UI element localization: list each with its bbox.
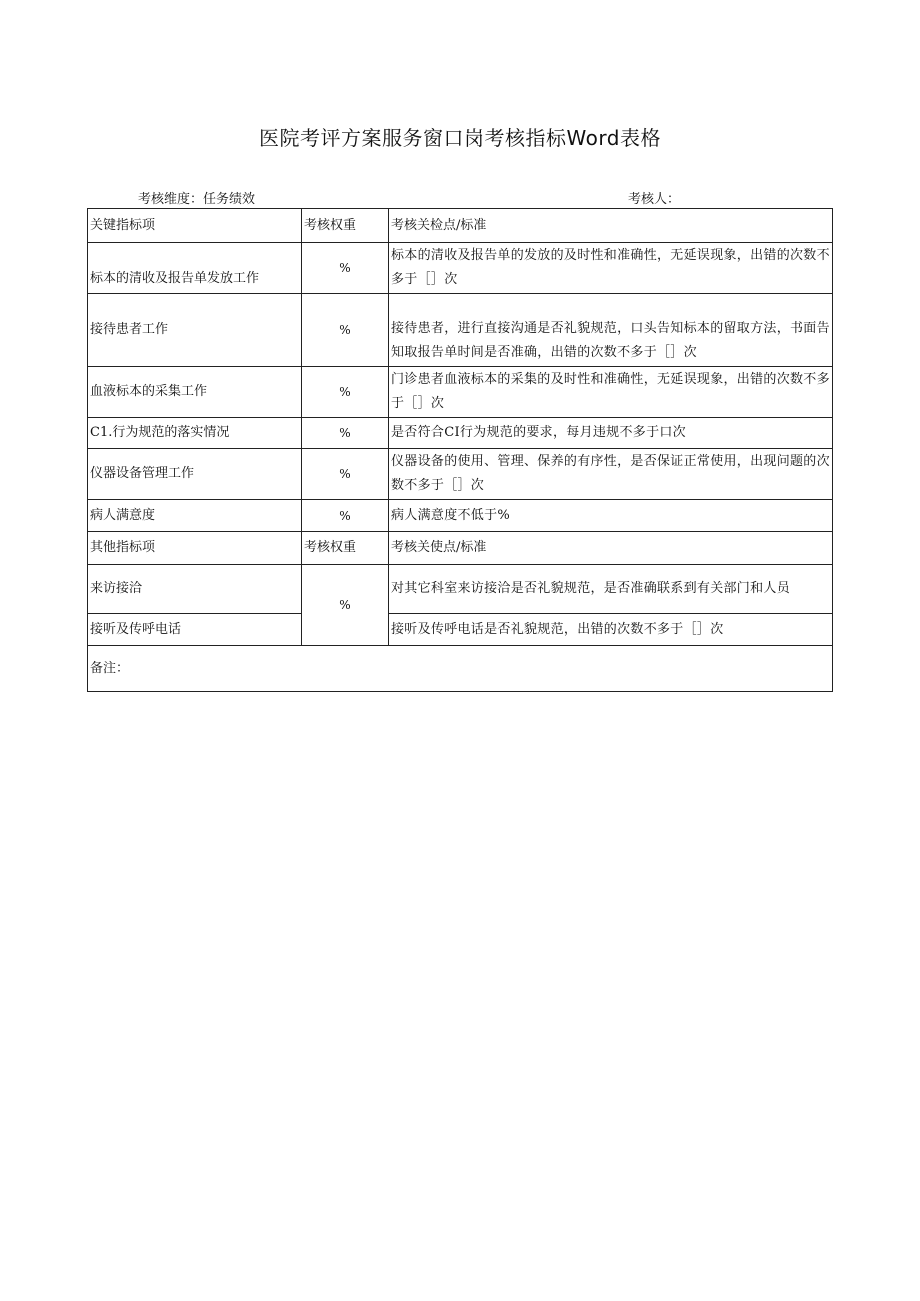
notes-label: 备注： — [88, 646, 833, 692]
indicator-weight: % — [302, 500, 389, 532]
indicator-weight: % — [302, 243, 389, 294]
indicator-weight: % — [302, 449, 389, 500]
key-header-weight: 考核权重 — [302, 209, 389, 243]
table-row — [88, 449, 833, 500]
key-header-row — [88, 209, 833, 243]
assessment-table — [87, 208, 833, 692]
indicator-item: 血液标本的采集工作 — [88, 367, 302, 418]
indicator-standard: 是否符合CI行为规范的要求，每月违规不多于口次 — [389, 418, 833, 449]
other-standard: 对其它科室来访接洽是否礼貌规范，是否准确联系到有关部门和人员 — [389, 565, 833, 614]
table-row — [88, 243, 833, 294]
other-header-row — [88, 532, 833, 565]
indicator-weight: % — [302, 418, 389, 449]
other-header-item: 其他指标项 — [88, 532, 302, 565]
indicator-item: 标本的清收及报告单发放工作 — [88, 243, 302, 294]
indicator-weight: % — [302, 367, 389, 418]
indicator-item: 病人满意度 — [88, 500, 302, 532]
other-header-standard: 考核关使点/标准 — [389, 532, 833, 565]
other-weight: % — [302, 565, 389, 646]
table-row — [88, 294, 833, 367]
table-row — [88, 367, 833, 418]
assessor-label: 考核人： — [628, 192, 681, 207]
indicator-standard: 门诊患者血液标本的采集的及时性和准确性，无延误现象，出错的次数不多于［］次 — [389, 367, 833, 418]
other-item: 接听及传呼电话 — [88, 614, 302, 646]
other-standard: 接听及传呼电话是否礼貌规范，出错的次数不多于［］次 — [389, 614, 833, 646]
notes-row — [88, 646, 833, 692]
indicator-weight: % — [302, 294, 389, 367]
indicator-item: C1.行为规范的落实情况 — [88, 418, 302, 449]
indicator-standard: 标本的清收及报告单的发放的及时性和准确性，无延误现象，出错的次数不多于［］次 — [389, 243, 833, 294]
table-row — [88, 418, 833, 449]
table-row — [88, 500, 833, 532]
table-row — [88, 565, 833, 614]
indicator-standard: 接待患者，进行直接沟通是否礼貌规范，口头告知标本的留取方法，书面告知取报告单时间是否准确，出错的次数不多于［］次 — [389, 294, 833, 367]
key-header-item: 关键指标项 — [88, 209, 302, 243]
table-row — [88, 614, 833, 646]
indicator-item: 仪器设备管理工作 — [88, 449, 302, 500]
indicator-item: 接待患者工作 — [88, 294, 302, 367]
assessment-dimension: 考核维度：任务绩效 — [138, 192, 256, 207]
key-header-standard: 考核关检点/标准 — [389, 209, 833, 243]
document-title: 医院考评方案服务窗口岗考核指标Word表格 — [259, 126, 661, 150]
other-header-weight: 考核权重 — [302, 532, 389, 565]
other-item: 来访接洽 — [88, 565, 302, 614]
indicator-standard: 病人满意度不低于% — [389, 500, 833, 532]
indicator-standard: 仪器设备的使用、管理、保养的有序性，是否保证正常使用，出现问题的次数不多于［］次 — [389, 449, 833, 500]
